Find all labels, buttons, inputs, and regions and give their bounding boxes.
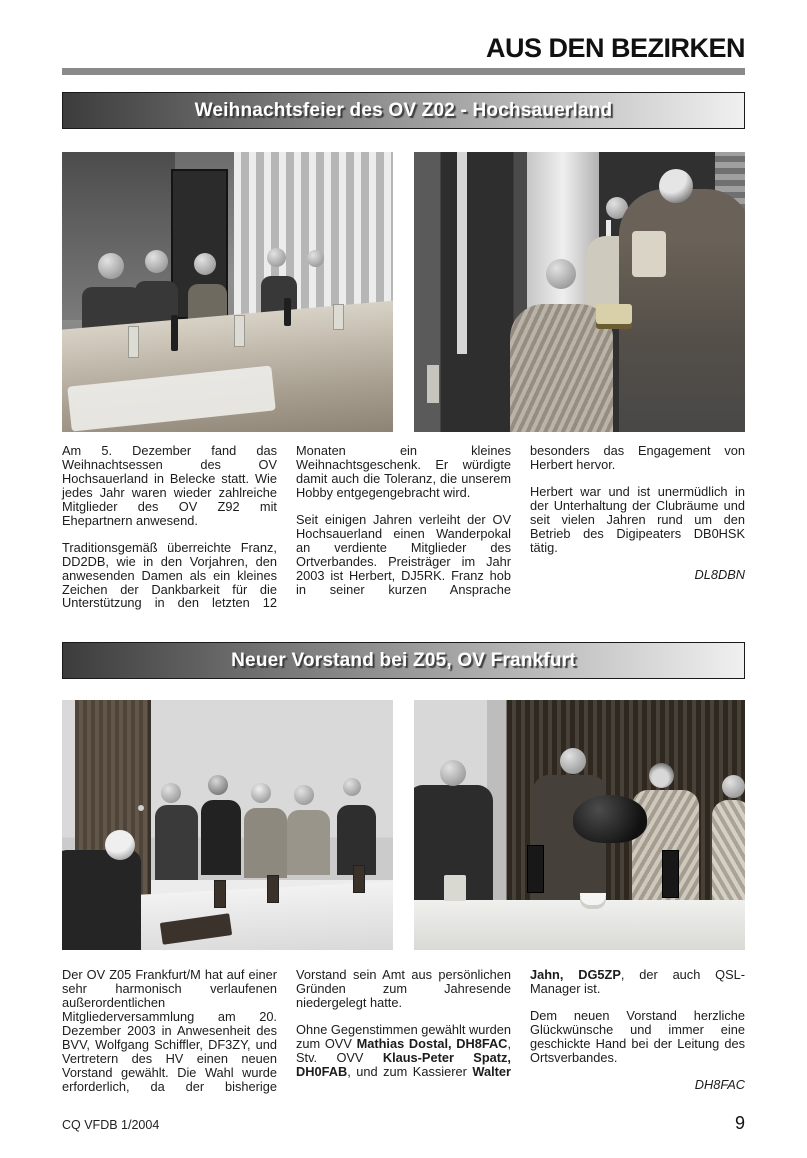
section-kicker: AUS DEN BEZIRKEN	[485, 33, 745, 63]
photo-christmas-dinner-table	[62, 152, 393, 432]
photo-detail	[284, 298, 291, 326]
photo-detail	[333, 304, 344, 330]
photo-detail	[596, 304, 632, 324]
photo-detail	[287, 810, 330, 875]
photo-detail	[171, 315, 178, 351]
photo-detail	[580, 893, 606, 905]
photo-detail	[251, 783, 271, 803]
photo-detail	[343, 778, 361, 796]
paragraph	[530, 1009, 745, 1065]
photo-detail	[214, 880, 226, 908]
photo-detail	[632, 231, 666, 277]
body-text: Seit einigen Jahren verleiht der OV Hochsauerland einen Wanderpokal an verdiente Mitglieder des Ortverbandes. Preisträger im Jahr 2003 ist Herbert, DJ5RK. Franz hob in seiner kurzen Ansprache besonders das Engagement von Herbert hervor.	[296, 443, 745, 597]
photo-detail	[62, 850, 141, 950]
photo-club-meeting	[62, 700, 393, 950]
paragraph	[62, 444, 277, 527]
photo-detail	[234, 315, 245, 347]
body-text: , Stv. OVV	[296, 1035, 511, 1065]
page-number: 9	[734, 1113, 745, 1134]
photo-detail	[201, 800, 241, 875]
body-text: Ohne Gegenstimmen gewählt wurden zum OVV	[296, 1022, 511, 1051]
article-header-label: Weihnachtsfeier des OV Z02 - Hochsauerland	[194, 99, 613, 121]
kicker-rule	[62, 68, 745, 75]
magazine-page	[62, 0, 745, 1134]
photo-row	[62, 152, 745, 432]
article-header-bar	[62, 92, 745, 129]
article-weihnachtsfeier	[62, 92, 745, 616]
journal-issue: CQ VFDB 1/2004	[62, 1118, 160, 1133]
body-text: Herbert war und ist unermüdlich in der Unterhaltung der Clubräume und seit vielen Jahren rund um den Betrieb des Digipeaters DB0HSK tätig.	[530, 484, 745, 555]
photo-detail	[457, 152, 467, 354]
body-text: Dem neuen Vorstand herzliche Glückwünsche und immer eine geschickte Hand bei der Leitung des Ortsverbandes.	[530, 1008, 745, 1065]
photo-trophy-presentation	[414, 152, 745, 432]
callsign-bold-text: Walter Jahn, DG5ZP	[472, 967, 621, 1079]
photo-detail	[573, 795, 647, 843]
photo-detail	[267, 875, 279, 903]
callsign-bold-text: Mathias Dostal, DH8FAC	[356, 1035, 508, 1051]
author-signature: DL8DBN	[694, 566, 745, 582]
photo-detail	[208, 775, 228, 795]
photo-detail	[546, 259, 576, 289]
article-neuer-vorstand	[62, 642, 745, 1106]
photo-detail	[155, 805, 198, 880]
body-text: , der auch QSL-Manager ist.	[530, 967, 745, 997]
photo-detail	[444, 875, 466, 901]
photo-row	[62, 700, 745, 950]
article-body	[62, 444, 745, 616]
photo-detail	[267, 248, 286, 267]
photo-detail	[161, 783, 181, 803]
photo-detail	[619, 189, 745, 433]
photo-detail	[234, 152, 393, 326]
photo-detail	[145, 250, 168, 273]
article-header-label: Neuer Vorstand bei Z05, OV Frankfurt	[231, 649, 576, 671]
body-text: Am 5. Dezember fand das Weihnachtsessen des OV Hochsauerland in Belecke statt. Wie jedes Jahr waren wieder zahlreiche Mitglieder des OV Z92 mit Ehepartnern anwesend.	[62, 443, 277, 528]
paragraph	[530, 485, 745, 555]
page-footer	[62, 1113, 745, 1134]
photo-detail	[712, 800, 745, 910]
photo-detail	[560, 748, 586, 774]
photo-detail	[662, 850, 679, 898]
photo-detail	[649, 763, 674, 788]
photo-detail	[353, 865, 365, 893]
photo-detail	[414, 900, 745, 950]
article-header-bar	[62, 642, 745, 679]
article-body	[62, 968, 745, 1106]
photo-detail	[427, 365, 439, 403]
photo-detail	[440, 760, 466, 786]
body-text: Der OV Z05 Frankfurt/M hat auf einer sehr harmonisch verlaufenen außerordentlichen Mitgliederversammlung am 20. Dezember 2003 in Anwesenheit des BVV, Wolfgang Schiffler, DF3ZY, und Vertretern des HV einen neuen Vorstand gewählt. Die Wahl wurde erforderlich, da der bisherige Vorstand sein Amt aus persönlichen Gründen zum Jahresende niedergelegt hatte.	[62, 967, 511, 1094]
callsign-bold-text: Klaus-Peter Spatz, DH0FAB	[296, 1049, 511, 1079]
photo-detail	[244, 808, 287, 878]
author-signature: DH8FAC	[694, 1076, 745, 1092]
photo-detail	[527, 845, 544, 893]
body-text: Traditionsgemäß überreichte Franz, DD2DB, wie in den Vorjahren, den anwesenden Damen als ein kleines Zeichen der Dankbarkeit für die Unterstützung in den letzten 12 Monaten ein kleines Weihnachtsgeschenk. Er würdigte damit auch die Toleranz, die unserem Hobby entgegengebracht wird.	[62, 443, 511, 611]
photo-bag-presentation	[414, 700, 745, 950]
photo-detail	[294, 785, 314, 805]
photo-detail	[659, 169, 693, 203]
photo-detail	[533, 775, 606, 910]
photo-detail	[128, 326, 139, 358]
body-text: , und zum Kassierer	[347, 1063, 473, 1079]
